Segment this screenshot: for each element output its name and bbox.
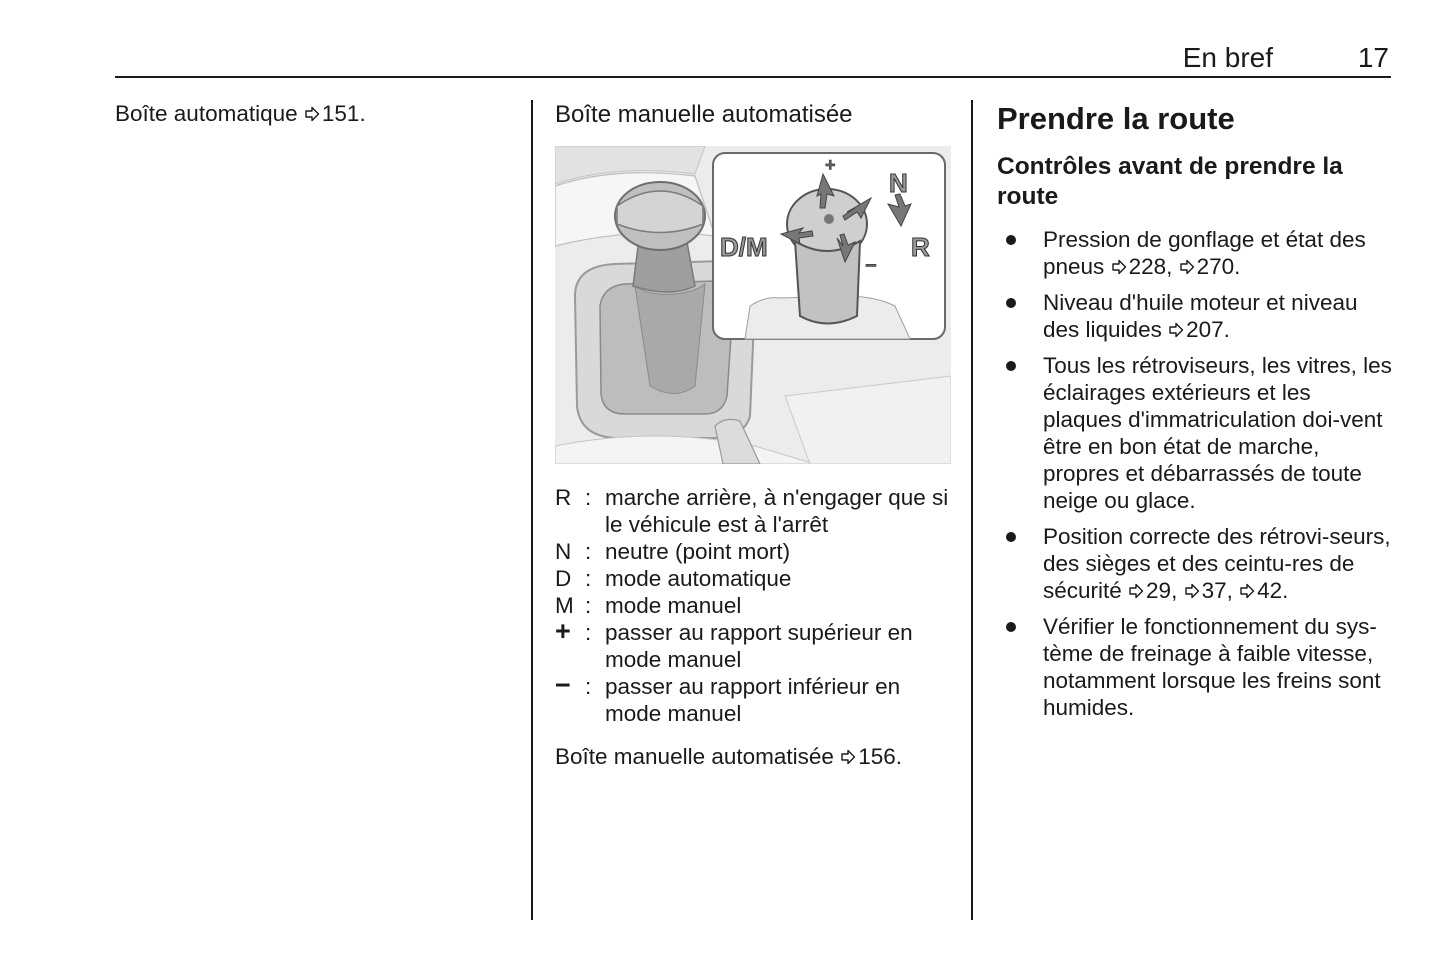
legend-key: M: [555, 593, 574, 618]
legend-separator: :: [585, 539, 592, 564]
automatic-gearbox-ref[interactable]: 151.: [321, 101, 366, 126]
legend-row: [555, 670, 955, 727]
page-ref[interactable]: 270.: [1196, 254, 1241, 279]
page-ref-arrow-icon: [1128, 583, 1144, 599]
manual-gearbox-ref[interactable]: 156.: [858, 744, 902, 769]
legend-description: marche arrière, à n'engager que si le véhicule est à l'arrêt: [605, 485, 949, 537]
legend-separator: :: [585, 566, 592, 591]
legend-row: [555, 484, 955, 538]
list-item-text: Tous les rétroviseurs, les vitres, les éclairages extérieurs et les plaques d'immatriculation doi-vent être en bon état de marche, propres et débarrassés de toute neige ou glace.: [1043, 353, 1392, 513]
list-item-text: Vérifier le fonctionnement du sys-tème de freinage à faible vitesse, notamment lorsque les freins sont humides.: [1043, 614, 1381, 720]
column-1: [115, 100, 515, 127]
legend-separator: :: [585, 674, 592, 699]
page-ref-arrow-icon: [840, 749, 856, 765]
column-divider-1: [531, 100, 533, 920]
page-ref-arrow-icon: [304, 106, 320, 122]
legend-separator: :: [585, 593, 592, 618]
legend-row: [555, 565, 955, 592]
list-item-text: Niveau d'huile moteur et niveau des liquides: [1043, 290, 1358, 342]
list-item-text: Pression de gonflage et état des pneus: [1043, 227, 1366, 279]
list-item: [997, 613, 1392, 721]
bullet-icon: [1006, 532, 1016, 542]
page-ref-arrow-icon: [1239, 583, 1255, 599]
legend-key: R: [555, 485, 572, 510]
page-ref[interactable]: 29,: [1146, 578, 1184, 603]
legend-description: mode manuel: [605, 593, 742, 618]
page-ref-arrow-icon: [1184, 583, 1200, 599]
gear-selector-illustration: [555, 146, 951, 464]
section-heading: Boîte manuelle automatisée: [555, 101, 853, 128]
page-ref[interactable]: 228,: [1128, 254, 1179, 279]
page-ref[interactable]: 42.: [1257, 578, 1289, 603]
legend-separator: :: [585, 485, 592, 510]
list-item: [997, 523, 1392, 604]
bullet-icon: [1006, 298, 1016, 308]
legend-key: D: [555, 566, 572, 591]
bullet-icon: [1006, 361, 1016, 371]
legend-key: −: [555, 670, 571, 700]
minus-label: −: [865, 255, 877, 277]
section-title: En bref: [1182, 42, 1273, 73]
legend-description: neutre (point mort): [605, 539, 791, 564]
neutral-label: N: [889, 168, 908, 198]
section-subtitle: Contrôles avant de prendre la route: [997, 153, 1343, 210]
manual-gearbox-text: Boîte manuelle automatisée: [555, 744, 834, 769]
legend-row: [555, 592, 955, 619]
legend-separator: :: [585, 620, 592, 645]
legend-description: passer au rapport inférieur en mode manuel: [605, 674, 901, 726]
list-item-text: Position correcte des rétrovi-seurs, des sièges et des ceintu-res de sécurité: [1043, 524, 1391, 603]
dm-label: D/M: [720, 232, 768, 262]
chapter-title: Prendre la route: [997, 101, 1235, 136]
column-divider-2: [971, 100, 973, 920]
page-ref[interactable]: 207.: [1186, 317, 1230, 342]
list-item: [997, 352, 1392, 514]
reverse-label: R: [911, 232, 930, 262]
legend-key: N: [555, 539, 572, 564]
legend-row: [555, 538, 955, 565]
plus-label: +: [825, 155, 836, 175]
list-item: [997, 289, 1392, 343]
list-item: [997, 226, 1392, 280]
page-header: [115, 38, 1391, 78]
page-ref[interactable]: 37,: [1201, 578, 1240, 603]
page-number: 17: [1357, 42, 1389, 73]
automatic-gearbox-text: Boîte automatique: [115, 101, 298, 126]
legend-description: mode automatique: [605, 566, 792, 591]
legend-key: +: [555, 616, 571, 646]
manual-gearbox-reference: [555, 743, 955, 770]
page-ref-arrow-icon: [1168, 322, 1184, 338]
legend-row: [555, 616, 955, 673]
column-2: [555, 100, 955, 770]
page-ref-arrow-icon: [1111, 259, 1127, 275]
bullet-icon: [1006, 235, 1016, 245]
legend-description: passer au rapport supérieur en mode manuel: [605, 620, 913, 672]
gear-legend: [555, 484, 955, 727]
checklist: [997, 226, 1392, 721]
bullet-icon: [1006, 622, 1016, 632]
page-ref-arrow-icon: [1179, 259, 1195, 275]
column-3: [997, 100, 1392, 730]
